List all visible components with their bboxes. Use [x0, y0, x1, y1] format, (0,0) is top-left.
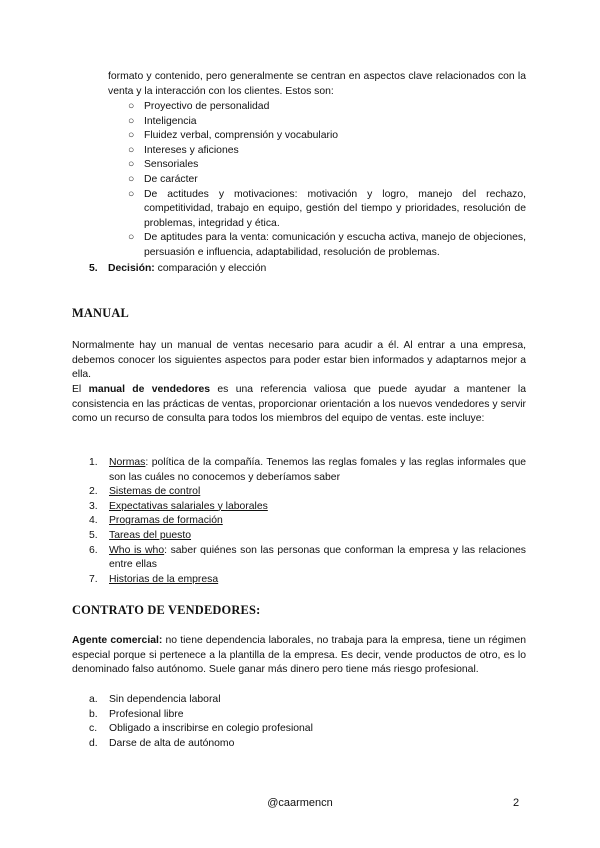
- list-item: ○ Inteligencia: [128, 115, 526, 130]
- list-item: ○ Proyectivo de personalidad: [128, 100, 526, 115]
- intro-continuation: formato y contenido, pero generalmente se centran en aspectos clave relacionados con la venta y la interacción con los clientes. Estos son:: [108, 71, 526, 97]
- contrato-heading: CONTRATO DE VENDEDORES:: [72, 603, 261, 617]
- list-item: d. Darse de alta de autónomo: [89, 737, 235, 749]
- test-types-list: [128, 100, 526, 261]
- list-item: c. Obligado a inscribirse en colegio profesional: [89, 723, 313, 735]
- list-item: ○ De aptitudes para la venta: comunicación y escucha activa, manejo de objeciones, persuasión e influencia, adaptabilidad, resolución de problemas.: [128, 232, 526, 258]
- circle-bullet-icon: ○: [128, 101, 135, 112]
- list-item: ○ De actitudes y motivaciones: motivación y logro, manejo del rechazo, competitividad, trabajo en equipo, gestión del tiempo y prioridades, resolución de problemas, integridad y ética.: [128, 188, 526, 229]
- manual-heading: MANUAL: [72, 306, 129, 320]
- list-item: ○ Sensoriales: [128, 158, 526, 173]
- list-item: 7. Historias de la empresa: [89, 573, 219, 585]
- list-item: 2. Sistemas de control: [89, 486, 201, 498]
- list-item: 5. Tareas del puesto: [89, 529, 192, 541]
- list-item: 4. Programas de formación: [89, 515, 223, 527]
- contrato-items-list: [89, 693, 526, 751]
- manual-paragraph-2: El manual de vendedores es una referencia valiosa que puede ayudar a mantener la consistencia en las prácticas de ventas, proporcionar orientación a los nuevos vendedores y servir como un recurso de consulta para todos los miembros del equipo de ventas. este incluye:: [72, 384, 526, 425]
- footer-handle: @caarmencn: [267, 797, 333, 809]
- circle-bullet-icon: ○: [128, 232, 135, 244]
- list-item: ○ Intereses y aficiones: [128, 144, 526, 159]
- list-item: 3. Expectativas salariales y laborales: [89, 500, 268, 512]
- circle-bullet-icon: ○: [128, 144, 135, 156]
- list-item: 1. Normas: política de la compañía. Tenemos las reglas fomales y las reglas informales que son las cuáles no conocemos y deberíamos saber: [89, 457, 526, 483]
- agente-comercial-paragraph: Agente comercial: no tiene dependencia laborales, no trabaja para la empresa, tiene un régimen especial porque si pertenece a la plantilla de la empresa. Es decir, vende productos de otro, es lo denominado falso autónomo. Suele ganar más dinero pero tiene más riesgo profesional.: [72, 635, 526, 676]
- step-5-decision: 5. Decisión: comparación y elección: [89, 263, 267, 274]
- list-item: ○ Fluidez verbal, comprensión y vocabulario: [128, 129, 526, 144]
- page-number: 2: [513, 797, 520, 809]
- circle-bullet-icon: ○: [128, 130, 135, 142]
- manual-paragraph-1: Normalmente hay un manual de ventas necesario para acudir a él. Al entrar a una empresa, debemos conocer los siguientes aspectos para poder estar bien informados y adaptarnos mejor a ella.: [72, 340, 526, 381]
- list-item: a. Sin dependencia laboral: [89, 694, 221, 705]
- list-item: ○ De carácter: [128, 173, 526, 188]
- circle-bullet-icon: ○: [128, 188, 135, 200]
- circle-bullet-icon: ○: [128, 115, 135, 127]
- circle-bullet-icon: ○: [128, 173, 135, 185]
- list-item: 6. Who is who: saber quiénes son las personas que conforman la empresa y las relaciones entre ellas: [89, 544, 526, 571]
- manual-items-list: [89, 456, 526, 587]
- list-item: b. Profesional libre: [89, 708, 184, 720]
- circle-bullet-icon: ○: [128, 159, 135, 171]
